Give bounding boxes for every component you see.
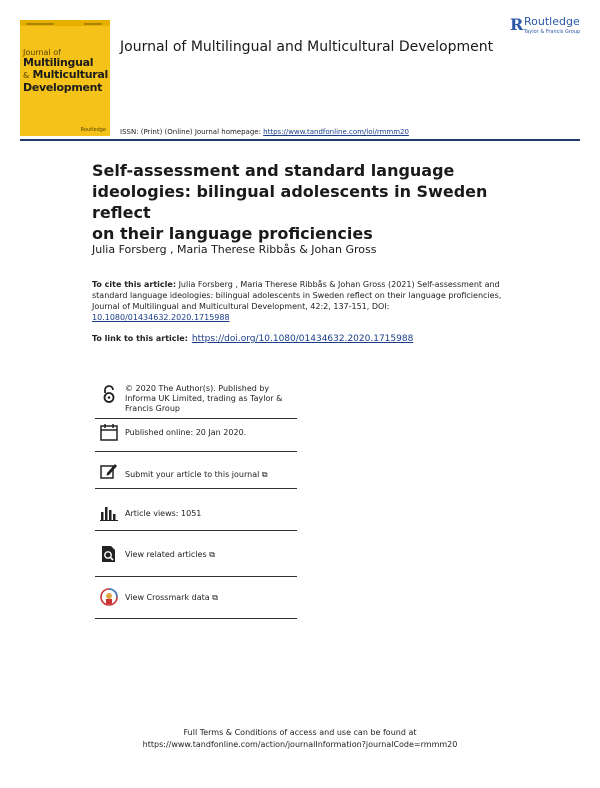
article-authors: Julia Forsberg , Maria Therese Ribbås & Johan Gross bbox=[92, 243, 377, 256]
footer-terms: Full Terms & Conditions of access and use can be found at bbox=[183, 728, 417, 737]
external-link-icon: ⧉ bbox=[212, 593, 218, 602]
cover-title: Multilingual & Multicultural Development bbox=[23, 56, 108, 94]
brand-name: Routledge bbox=[524, 15, 580, 28]
cover-publisher: Routledge bbox=[80, 127, 106, 133]
header-rule bbox=[20, 139, 580, 141]
brand-subtitle: Taylor & Francis Group bbox=[524, 29, 581, 35]
issn-line: ISSN: (Print) (Online) Journal homepage: https://www.tandfonline.com/loi/rmmm20 bbox=[120, 128, 409, 136]
divider bbox=[95, 418, 297, 419]
journal-homepage-link[interactable]: https://www.tandfonline.com/loi/rmmm20 bbox=[263, 128, 409, 136]
submit-article-link[interactable]: Submit your article to this journal ⧉ bbox=[125, 470, 268, 479]
view-crossmark-link[interactable]: View Crossmark data ⧉ bbox=[125, 593, 218, 602]
views-row bbox=[95, 503, 297, 523]
published-date: Published online: 20 Jan 2020. bbox=[125, 428, 247, 437]
article-link-line: To link to this article: https://doi.org/10.1080/01434632.2020.1715988 bbox=[92, 334, 414, 344]
article-views: Article views: 1051 bbox=[125, 509, 202, 518]
published-row bbox=[95, 424, 297, 444]
external-link-icon: ⧉ bbox=[209, 550, 215, 559]
doi-link[interactable]: 10.1080/01434632.2020.1715988 bbox=[92, 313, 230, 322]
divider bbox=[95, 576, 297, 577]
license-text: © 2020 The Author(s). Published by Informa UK Limited, trading as Taylor & Francis Group bbox=[125, 384, 283, 413]
license-row bbox=[95, 384, 297, 420]
routledge-logo bbox=[510, 16, 590, 36]
open-access-icon bbox=[99, 384, 119, 404]
divider bbox=[95, 618, 297, 619]
divider bbox=[95, 530, 297, 531]
calendar-icon bbox=[99, 422, 119, 442]
external-link-icon: ⧉ bbox=[261, 470, 268, 479]
crossmark-row[interactable] bbox=[95, 587, 297, 607]
citation-block: To cite this article: Julia Forsberg , Maria Therese Ribbås & Johan Gross (2021) Self-assessment and standard language ideologies: bilingual adolescents in Sweden reflect on their language proficiencies, Journal of Multilingual and Multicultural Development, 42:2, 137-151, DOI: 10.1080/01434632.2020.1715988 bbox=[92, 280, 502, 322]
cover-strip bbox=[26, 23, 54, 25]
submit-row[interactable] bbox=[95, 461, 297, 481]
edit-icon bbox=[99, 461, 119, 481]
footer-url[interactable]: https://www.tandfonline.com/action/journalInformation?journalCode=rmmm20 bbox=[142, 740, 458, 749]
cover-title-small: Journal of bbox=[23, 48, 61, 57]
bar-chart-icon bbox=[99, 503, 119, 523]
article-title: Self-assessment and standard language ideologies: bilingual adolescents in Sweden reflect on their language proficiencies bbox=[92, 161, 488, 243]
article-doi-url-link[interactable]: https://doi.org/10.1080/01434632.2020.1715988 bbox=[191, 334, 414, 344]
routledge-r-icon: R bbox=[510, 15, 524, 34]
footer bbox=[0, 727, 600, 751]
view-related-articles-link[interactable]: View related articles ⧉ bbox=[125, 550, 215, 559]
related-row[interactable] bbox=[95, 544, 297, 564]
journal-title: Journal of Multilingual and Multicultural Development bbox=[120, 39, 494, 55]
related-articles-icon bbox=[99, 544, 119, 564]
journal-cover bbox=[20, 20, 110, 136]
cover-strip bbox=[84, 23, 102, 25]
divider bbox=[95, 451, 297, 452]
crossmark-icon bbox=[99, 587, 119, 607]
divider bbox=[95, 488, 297, 489]
